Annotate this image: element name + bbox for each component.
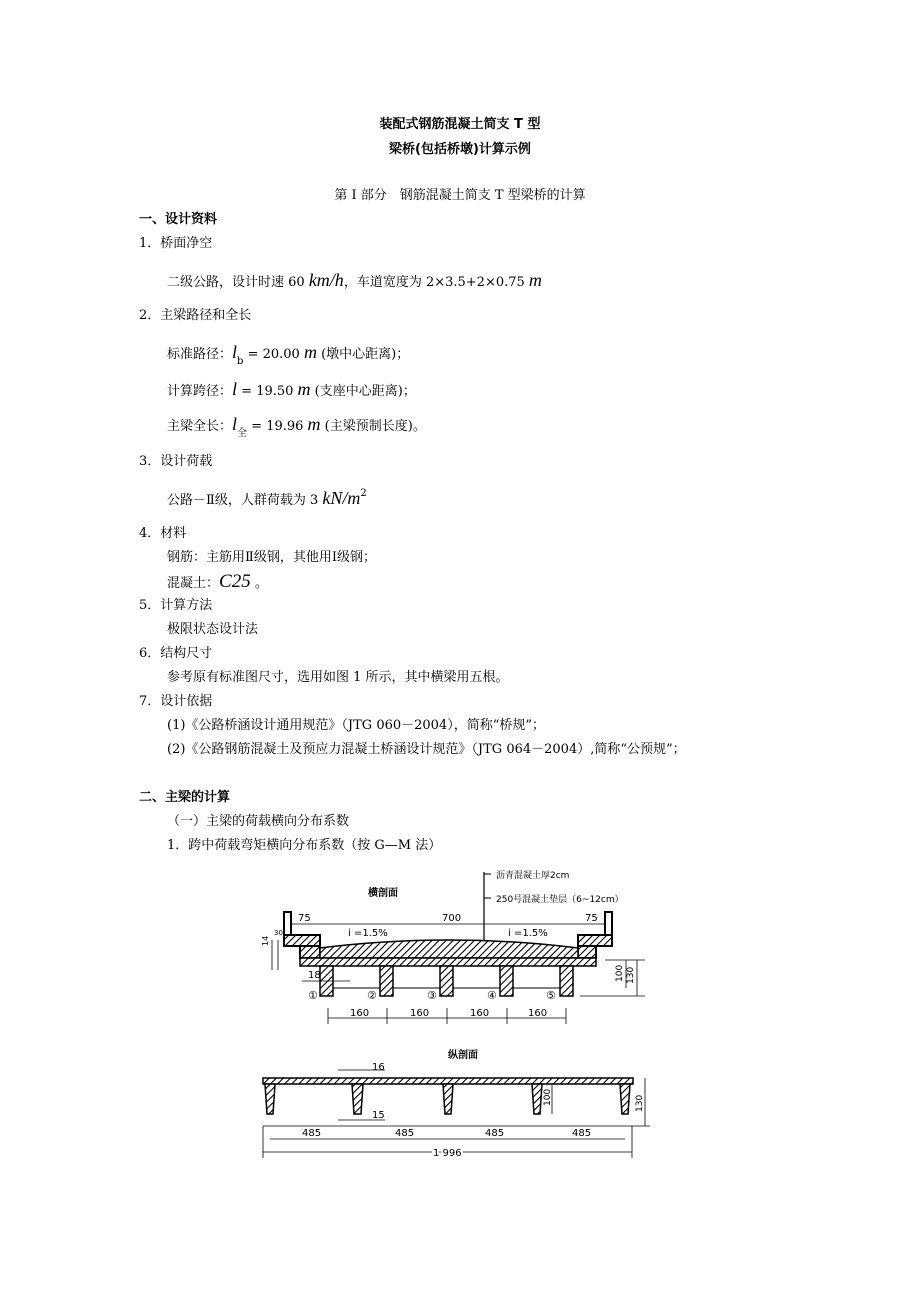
dim-30: 30 [274, 929, 283, 937]
dim-16: 16 [372, 1062, 385, 1073]
concrete-grade: C25 [219, 571, 251, 592]
reference-2: (2)《公路钢筋混凝土及预应力混凝土桥涵设计规范》（JTG 064－2004）,简称“公预规”； [167, 742, 686, 757]
cross-section-title: 横剖面 [368, 888, 398, 899]
slope-right: i =1.5% [508, 928, 548, 939]
beam-label-4: ④ [487, 989, 497, 1002]
value: = 19.50 [241, 384, 298, 399]
item6-body: 参考原有标准图尺寸，选用如图 1 所示，其中横梁用五根。 [167, 670, 509, 685]
item5-label: 5．计算方法 [139, 598, 213, 613]
dim-15: 15 [372, 1110, 385, 1121]
load-prefix: 公路－Ⅱ级，人群荷载为 3 [167, 493, 323, 508]
dim-100: 100 [615, 964, 625, 982]
concrete-suffix: 。 [250, 576, 268, 591]
section1-heading: 一、设计资料 [139, 212, 218, 227]
width-unit: m [528, 270, 542, 290]
part-heading: 第 I 部分 钢筋混凝土简支 T 型梁桥的计算 [334, 188, 586, 203]
note: (墩中心距离)； [316, 347, 410, 362]
item1-body [167, 272, 542, 291]
item2-label: 2．主梁路径和全长 [139, 308, 252, 323]
material-concrete [167, 571, 268, 592]
long-section-title: 纵剖面 [448, 1050, 478, 1061]
value: = 20.00 [247, 347, 304, 362]
spacing-3: 160 [470, 1008, 490, 1019]
spacing-1: 160 [350, 1008, 370, 1019]
dim-roadway: 700 [442, 913, 462, 924]
symbol: l [232, 414, 238, 434]
subscript: 全 [237, 428, 248, 439]
spacing-2: 160 [410, 1008, 430, 1019]
beam-label-1: ① [308, 989, 318, 1002]
dim-18: 18 [308, 970, 321, 981]
load-exponent: 2 [360, 488, 367, 499]
reference-1: (1)《公路桥涵设计通用规范》（JTG 060－2004），简称“桥规”； [167, 718, 546, 733]
span-row-standard [167, 342, 410, 367]
longitudinal-section-drawing [250, 1040, 670, 1170]
beam-label-2: ② [367, 989, 377, 1002]
material-steel: 钢筋：主筋用Ⅱ级钢，其他用Ⅰ级钢； [167, 550, 376, 565]
cross-section-drawing [250, 860, 670, 1040]
row-name: 计算跨径： [167, 384, 233, 399]
span-1: 485 [302, 1128, 322, 1139]
callout-concrete-layer: 250号混凝土垫层（6~12cm） [496, 895, 624, 905]
subscript: b [237, 356, 244, 367]
symbol: l [232, 342, 238, 362]
section2-sub1-item1: 1．跨中荷载弯矩横向分布系数（按 G—M 法） [167, 838, 442, 853]
callout-asphalt: 沥青混凝土厚2cm [496, 871, 570, 881]
item4-label: 4．材料 [139, 526, 187, 541]
beam-label-5: ⑤ [546, 989, 556, 1002]
slope-left: i =1.5% [348, 928, 388, 939]
dim-130: 130 [626, 966, 636, 984]
span-4: 485 [572, 1128, 592, 1139]
unit: m [307, 414, 321, 434]
dim-sidewalk-left: 75 [298, 913, 311, 924]
span-row-total [167, 414, 426, 439]
section2-heading: 二、主梁的计算 [139, 790, 231, 805]
document-title-line2: 梁桥(包括桥墩)计算示例 [389, 142, 531, 157]
item5-body: 极限状态设计法 [167, 622, 259, 637]
row-name: 标准路径： [167, 347, 233, 362]
beam-label-3: ③ [427, 989, 437, 1002]
section2-sub1: （一）主梁的荷载横向分布系数 [167, 814, 350, 829]
value: = 19.96 [251, 419, 308, 434]
unit: m [297, 379, 311, 399]
item3-label: 3．设计荷载 [139, 454, 213, 469]
load-unit: kN/m [322, 488, 361, 508]
spacing-4: 160 [528, 1008, 548, 1019]
item7-label: 7．设计依据 [139, 694, 213, 709]
long-dim-100: 100 [543, 1088, 553, 1106]
item1-label: 1．桥面净空 [139, 236, 213, 251]
unit: m [303, 342, 317, 362]
item1-prefix: 二级公路，设计时速 60 [167, 275, 309, 290]
symbol: l [232, 379, 238, 399]
span-row-calc [167, 381, 416, 400]
note: (主梁预制长度)。 [320, 419, 426, 434]
span-2: 485 [395, 1128, 415, 1139]
total-length: 1 996 [433, 1148, 462, 1159]
item6-label: 6．结构尺寸 [139, 646, 213, 661]
concrete-label: 混凝土： [167, 576, 220, 591]
row-name: 主梁全长： [167, 419, 233, 434]
item3-body [167, 490, 367, 510]
item1-mid: ，车道宽度为 2×3.5+2×0.75 [343, 275, 529, 290]
dim-14: 14 [261, 935, 270, 946]
long-dim-130: 130 [635, 1094, 645, 1112]
dim-sidewalk-right: 75 [585, 913, 598, 924]
note: (支座中心距离)； [310, 384, 416, 399]
speed-unit: km/h [308, 270, 344, 290]
document-title-line1: 装配式钢筋混凝土简支 T 型 [379, 117, 541, 132]
span-3: 485 [485, 1128, 505, 1139]
